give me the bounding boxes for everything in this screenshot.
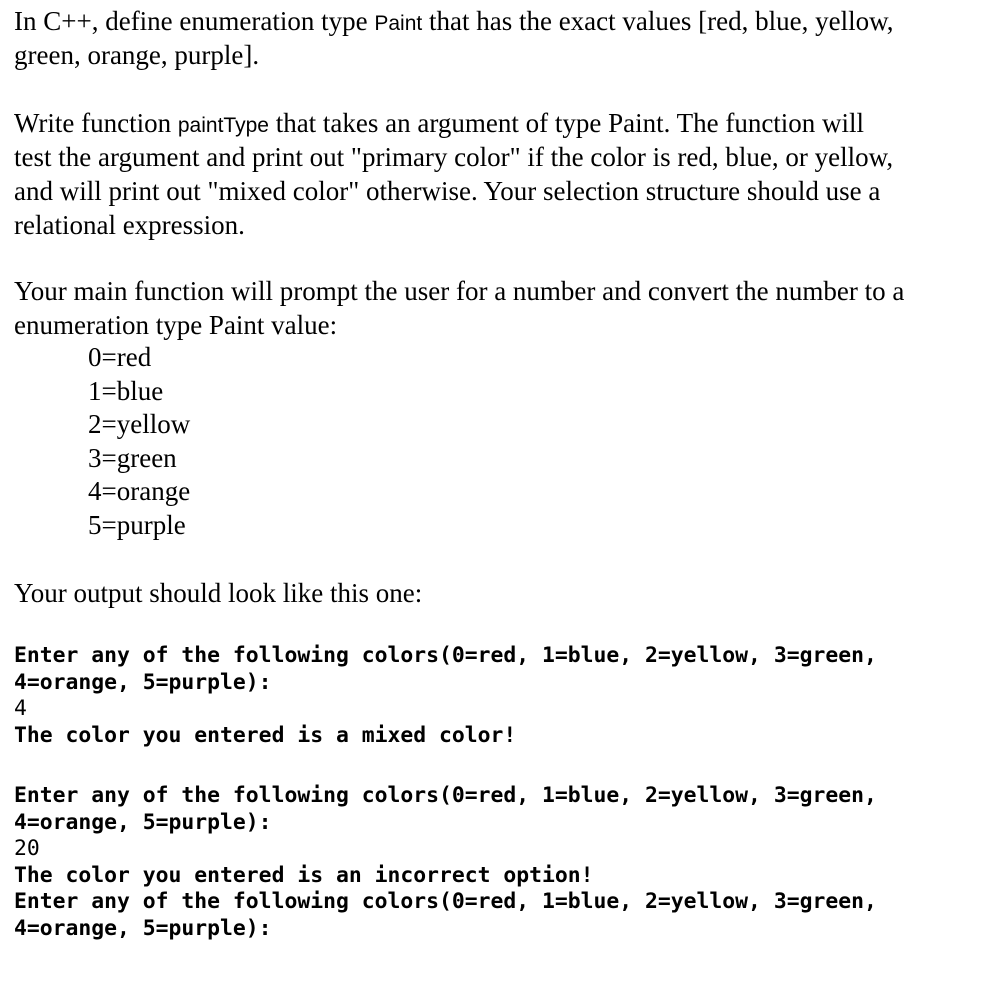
intro-line-2: green, orange, purple]. (14, 40, 260, 70)
function-name: paintType (177, 114, 269, 137)
task-text-rest: that takes an argument of type Paint. The function will (268, 108, 865, 138)
task-line-1 (14, 106, 980, 143)
task-line-2: test the argument and print out "primary color" if the color is red, blue, or yellow, (14, 142, 894, 172)
enum-name: Paint (374, 12, 423, 35)
mapping-item: 0=red (88, 342, 152, 372)
mapping-item: 1=blue (88, 375, 164, 406)
reprompt-line-1: Enter any of the following colors(0=red, 1=blue, 2=yellow, 3=green, (14, 889, 877, 914)
reprompt-line-2: 4=orange, 5=purple): (14, 915, 272, 941)
prompt-line-2: 4=orange, 5=purple): (14, 809, 272, 835)
output-heading: Your output should look like this one: (14, 578, 423, 608)
result-line: The color you entered is an incorrect option! (14, 862, 594, 888)
task-line-3: and will print out "mixed color" otherwise. Your selection structure should use a (14, 176, 881, 206)
intro-text-rest: that has the exact values [red, blue, yellow, (422, 6, 894, 36)
sample-output-2 (14, 783, 877, 942)
task-text: Write function (14, 108, 178, 138)
sample-output-1 (14, 643, 877, 749)
user-input: 20 (14, 836, 40, 861)
value-mapping-list (88, 341, 190, 542)
prompt-line-2: 4=orange, 5=purple): (14, 669, 272, 695)
prompt-line-1: Enter any of the following colors(0=red, 1=blue, 2=yellow, 3=green, (14, 783, 877, 808)
prompt-line-1: Enter any of the following colors(0=red, 1=blue, 2=yellow, 3=green, (14, 643, 877, 668)
mapping-item: 2=yellow (88, 409, 191, 439)
main-desc-line-2: enumeration type Paint value: (14, 310, 338, 340)
intro-text: In C++, define enumeration type (14, 6, 375, 36)
result-line: The color you entered is a mixed color! (14, 722, 517, 748)
mapping-item: 4=orange (88, 476, 191, 506)
user-input: 4 (14, 696, 27, 721)
task-line-4: relational expression. (14, 210, 245, 240)
main-desc-line-1: Your main function will prompt the user for a number and convert the number to a (14, 276, 905, 306)
mapping-item: 5=purple (88, 509, 186, 540)
intro-line-1 (14, 4, 980, 41)
mapping-item: 3=green (88, 442, 177, 473)
